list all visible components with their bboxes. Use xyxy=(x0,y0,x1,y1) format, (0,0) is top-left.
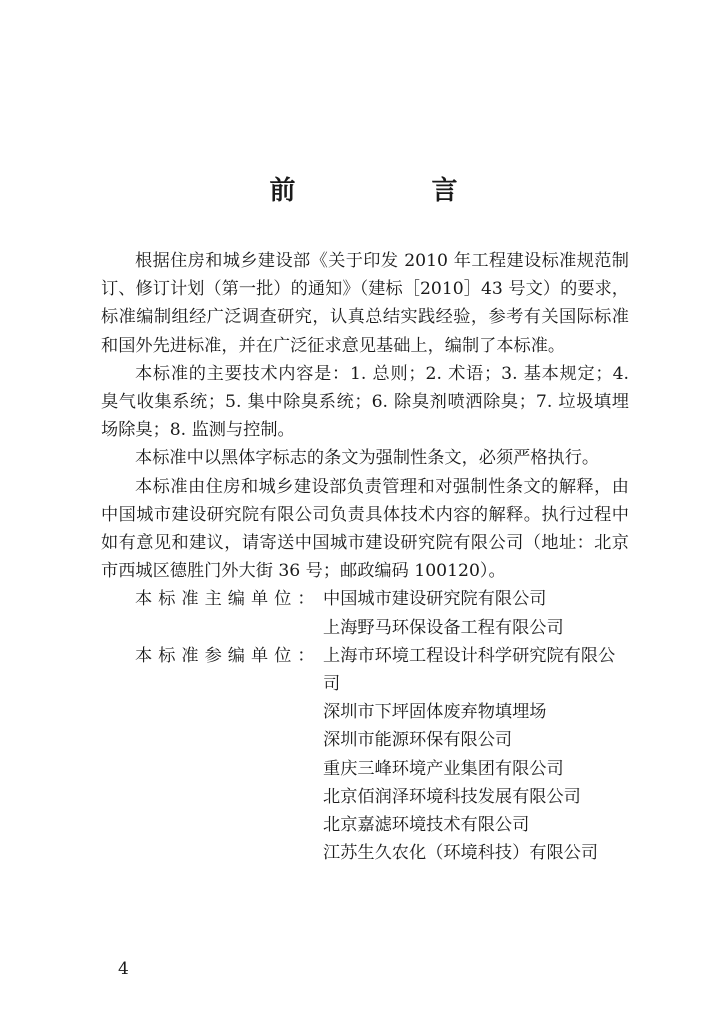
participating-editor-unit: 深圳市下坪固体废弃物填埋场 xyxy=(323,702,547,723)
participating-editor-unit: 江苏生久农化（环境科技）有限公司 xyxy=(323,843,599,864)
participating-editor-row xyxy=(101,642,629,698)
participating-editor-unit: 重庆三峰环境产业集团有限公司 xyxy=(323,758,564,779)
foreword-body xyxy=(101,247,629,867)
participating-editor-unit: 北京嘉滤环境技术有限公司 xyxy=(323,815,530,836)
chief-editor-unit: 中国城市建设研究院有限公司 xyxy=(323,589,547,610)
paragraph-management: 本标准由住房和城乡建设部负责管理和对强制性条文的解释，由中国城市建设研究院有限公司负责具体技术内容的解释。执行过程中如有意见和建议，请寄送中国城市建设研究院有限公司（地址：北京市西城区德胜门外大街 36 号；邮政编码 100120）。 xyxy=(101,476,629,582)
participating-editor-unit: 深圳市能源环保有限公司 xyxy=(323,730,513,751)
chief-editor-unit: 上海野马环保设备工程有限公司 xyxy=(323,617,564,638)
participating-editor-unit: 上海市环境工程设计科学研究院有限公司 xyxy=(323,645,616,695)
chief-editor-row xyxy=(101,585,629,613)
page-number: 4 xyxy=(118,959,129,979)
page-title: 前 言 xyxy=(269,176,513,206)
paragraph-contents: 本标准的主要技术内容是：1. 总则；2. 术语；3. 基本规定；4. 臭气收集系统；5. 集中除臭系统；6. 除臭剂喷洒除臭；7. 垃圾填埋场除臭；8. 监测与控制。 xyxy=(101,363,629,441)
chief-editor-label: 本标准主编单位： xyxy=(135,589,321,610)
paragraph-mandatory: 本标准中以黑体字标志的条文为强制性条文，必须严格执行。 xyxy=(135,448,600,469)
participating-editor-label: 本标准参编单位： xyxy=(135,645,321,666)
paragraph-basis: 根据住房和城乡建设部《关于印发 2010 年工程建设标准规范制订、修订计划（第一批）的通知》（建标［2010］43 号文）的要求，标准编制组经广泛调查研究，认真总结实践经验，参考有关国际标准和国外先进标准，并在广泛征求意见基础上，编制了本标准。 xyxy=(101,251,629,356)
participating-editor-unit: 北京佰润泽环境科技发展有限公司 xyxy=(323,786,581,807)
